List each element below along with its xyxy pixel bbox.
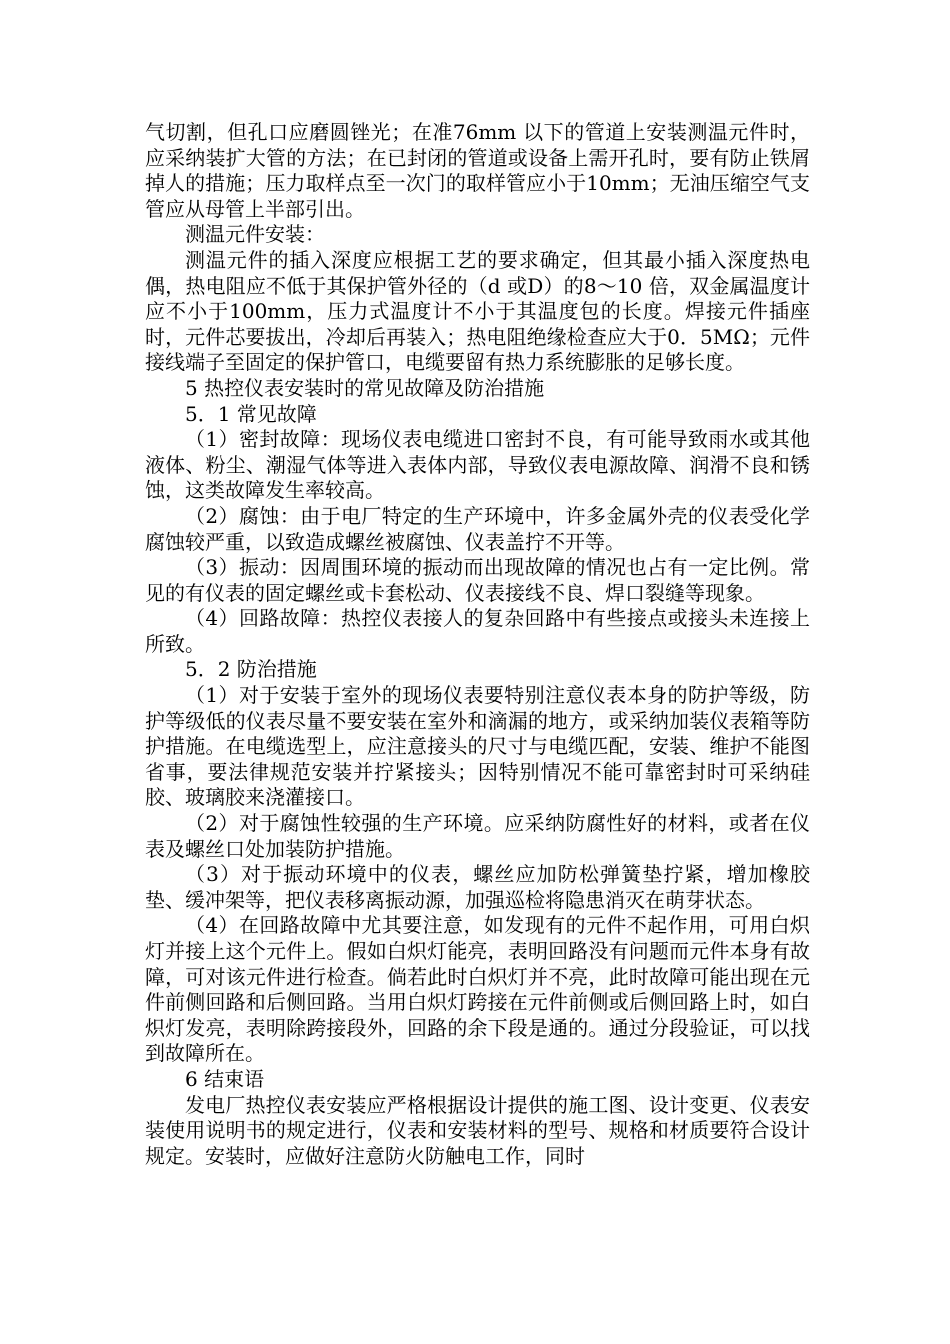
section-heading-6: 6 结束语 [185, 1066, 265, 1091]
paragraph-3: 测温元件的插入深度应根据工艺的要求确定，但其最小插入深度热电偶，热电阻应不低于其保护管外径的（d 或D）的8～10 倍，双金属温度计应不小于100mm，压力式温度计不小于其温度包的长度。焊接元件插座时，元件芯要拔出，冷却后再装入；热电阻绝缘检查应大于0．5MΩ；元件接线端子至固定的保护管口，电缆要留有热力系统膨胀的足够长度。 [145, 247, 810, 375]
paragraph-14: （4）在回路故障中尤其要注意，如发现有的元件不起作用，可用白炽灯并接上这个元件上。假如白炽灯能亮，表明回路没有问题而元件本身有故障，可对该元件进行检查。倘若此时白炽灯并不亮，此时故障可能出现在元件前侧回路和后侧回路。当用白炽灯跨接在元件前侧或后侧回路上时，如白炽灯发亮，表明除跨接段外，回路的余下段是通的。通过分段验证，可以找到故障所在。 [145, 913, 810, 1066]
section-heading-5: 5 热控仪表安装时的常见故障及防治措施 [185, 375, 545, 400]
paragraph-7: （2）腐蚀：由于电厂特定的生产环境中，许多金属外壳的仪表受化学腐蚀较严重，以致造成螺丝被腐蚀、仪表盖拧不开等。 [145, 503, 810, 554]
paragraph-9: （4）回路故障：热控仪表接人的复杂回路中有些接点或接头未连接上所致。 [145, 606, 810, 656]
paragraph-11: （1）对于安装于室外的现场仪表要特别注意仪表本身的防护等级，防护等级低的仪表尽量不要安装在室外和滴漏的地方，或采纳加装仪表箱等防护措施。在电缆选型上，应注意接头的尺寸与电缆匹配，安装、维护不能图省事，要法律规范安装并拧紧接头；因特别情况不能可靠密封时可采纳硅胶、玻璃胶来浇灌接口。 [145, 683, 810, 810]
paragraph-12: （2）对于腐蚀性较强的生产环境。应采纳防腐性好的材料，或者在仪表及螺丝口处加装防护措施。 [145, 811, 810, 861]
subsection-heading-5-1: 5．1 常见故障 [185, 401, 317, 426]
paragraph-2: 测温元件安装： [185, 222, 325, 247]
subsection-heading-5-2: 5．2 防治措施 [185, 657, 317, 682]
paragraph-13: （3）对于振动环境中的仪表，螺丝应加防松弹簧垫拧紧，增加橡胶垫、缓冲架等，把仪表移离振动源，加强巡检将隐患消灭在萌芽状态。 [145, 862, 810, 912]
paragraph-6: （1）密封故障：现场仪表电缆进口密封不良，有可能导致雨水或其他液体、粉尘、潮湿气体等进入表体内部，导致仪表电源故障、润滑不良和锈蚀，这类故障发生率较高。 [145, 427, 810, 503]
paragraph-8: （3）振动：因周围环境的振动而出现故障的情况也占有一定比例。常见的有仪表的固定螺丝或卡套松动、仪表接线不良、焊口裂缝等现象。 [145, 555, 810, 605]
paragraph-16: 发电厂热控仪表安装应严格根据设计提供的施工图、设计变更、仪表安装使用说明书的规定进行，仪表和安装材料的型号、规格和材质要符合设计规定。安装时，应做好注意防火防触电工作，同时 [145, 1092, 810, 1168]
document-page [145, 120, 810, 1169]
paragraph-1: 气切割，但孔口应磨圆锉光；在准76mm 以下的管道上安装测温元件时，应采纳装扩大管的方法；在已封闭的管道或设备上需开孔时，要有防止铁屑掉人的措施；压力取样点至一次门的取样管应小于10mm；无油压缩空气支管应从母管上半部引出。 [145, 120, 810, 221]
